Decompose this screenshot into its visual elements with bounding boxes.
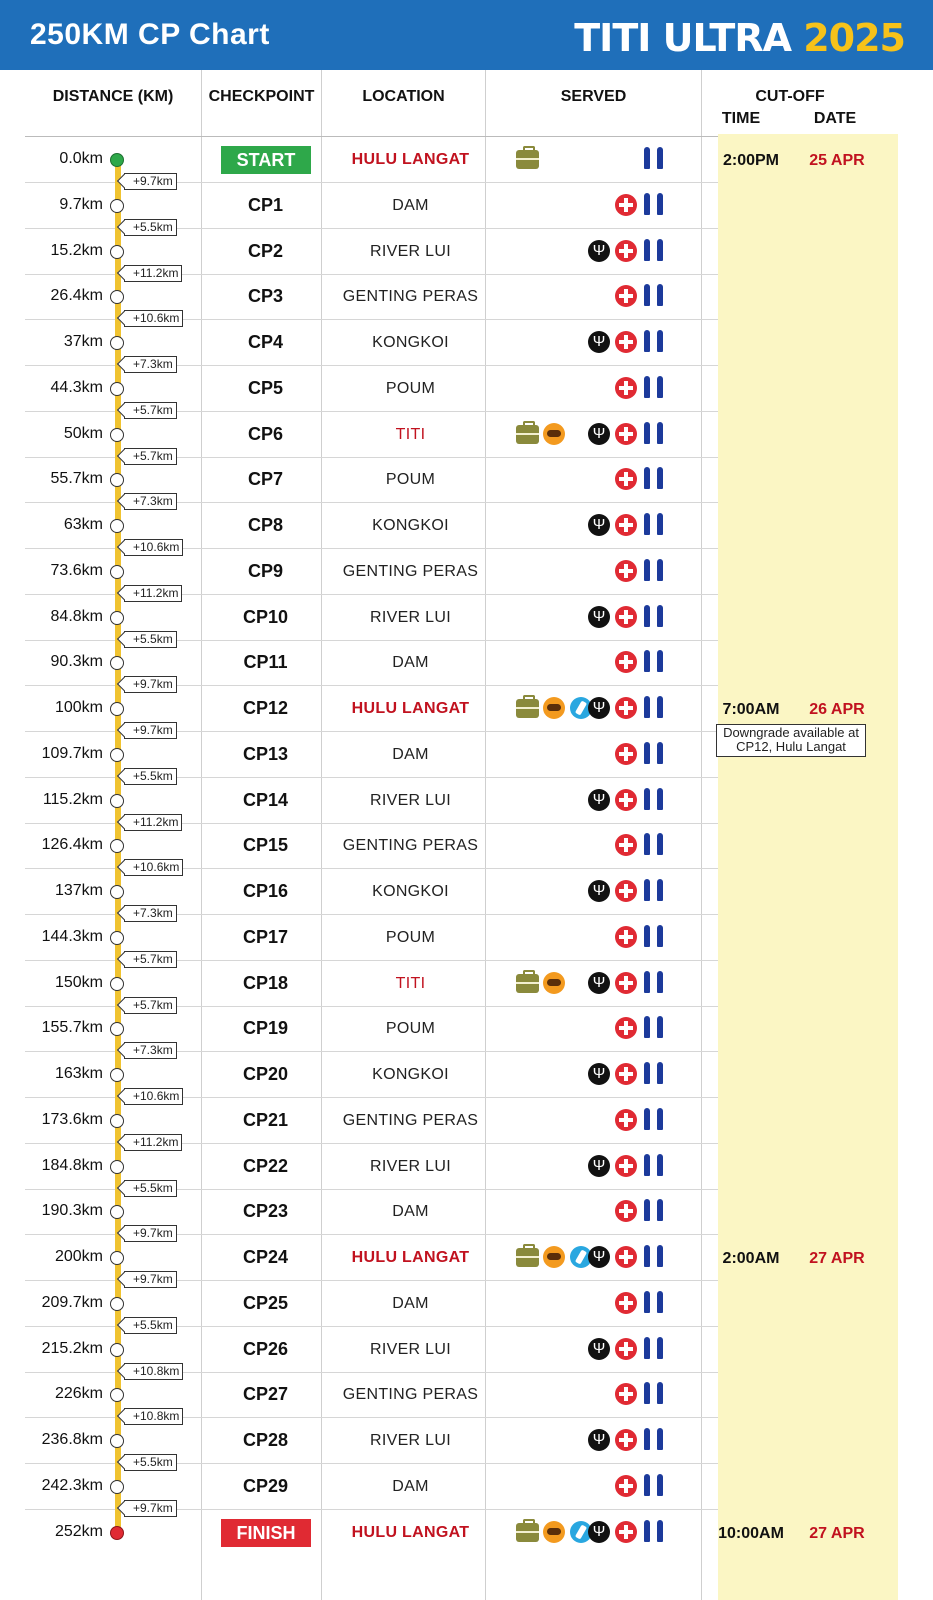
medical-icon	[615, 834, 637, 856]
location-name: RIVER LUI	[370, 608, 451, 626]
checkpoint-name: CP6	[247, 423, 283, 444]
medical-icon	[615, 651, 637, 673]
served-icons	[516, 1292, 684, 1316]
medical-icon	[615, 1246, 637, 1268]
distance-value: 109.7km	[41, 744, 103, 762]
segment-distance: +9.7km	[124, 1500, 177, 1517]
served-icons	[516, 606, 684, 630]
toilet-icon	[642, 696, 666, 720]
checkpoint-name: CP21	[242, 1109, 289, 1130]
served-icons	[516, 377, 684, 401]
toilet-icon	[642, 284, 666, 308]
distance-value: 144.3km	[41, 927, 103, 945]
location-name: GENTING PERAS	[342, 562, 479, 580]
distance-value: 190.3km	[41, 1202, 103, 1220]
checkpoint-name: CP2	[247, 240, 283, 261]
food-utensils-icon	[588, 1155, 610, 1177]
distance-value: 84.8km	[50, 607, 103, 625]
distance-value: 115.2km	[42, 790, 103, 808]
checkpoint-marker	[110, 245, 124, 259]
toilet-icon	[642, 330, 666, 354]
checkpoint-marker	[110, 1114, 124, 1128]
toilet-icon	[642, 239, 666, 263]
hot-food-icon	[543, 1246, 565, 1268]
served-icons	[516, 1155, 684, 1179]
food-utensils-icon	[588, 423, 610, 445]
food-utensils-icon	[588, 697, 610, 719]
segment-distance: +11.2km	[124, 1134, 182, 1151]
checkpoint-name: CP4	[247, 332, 283, 352]
header-checkpoint: CHECKPOINT	[208, 88, 315, 105]
checkpoint-name: CP19	[242, 1018, 289, 1039]
medical-icon	[615, 1155, 637, 1177]
toilet-icon	[642, 879, 666, 903]
header-time: TIME	[721, 110, 761, 127]
food-utensils-icon	[588, 1063, 610, 1085]
toilet-icon	[642, 1199, 666, 1223]
served-icons	[516, 331, 684, 355]
toilet-icon	[642, 376, 666, 400]
checkpoint-name: CP17	[242, 926, 289, 947]
location-name: POUM	[385, 1020, 436, 1038]
segment-distance: +11.2km	[124, 814, 182, 831]
distance-value: 215.2km	[41, 1339, 103, 1357]
segment-distance: +5.7km	[124, 402, 177, 419]
location-name: TITI	[395, 974, 426, 992]
location-name: HULU LANGAT	[351, 700, 470, 717]
distance-value: 55.7km	[50, 470, 103, 488]
toilet-icon	[642, 1474, 666, 1498]
location-name: GENTING PERAS	[342, 837, 479, 855]
segment-distance: +9.7km	[124, 173, 177, 190]
distance-value: 226km	[54, 1385, 103, 1403]
segment-distance: +10.8km	[124, 1363, 183, 1380]
cutoff-time: 10:00AM	[718, 1524, 784, 1542]
served-icons	[516, 926, 684, 950]
served-icons	[516, 743, 684, 767]
medical-icon	[615, 240, 637, 262]
segment-distance: +5.7km	[124, 448, 177, 465]
location-name: POUM	[385, 471, 436, 489]
event-logo	[574, 16, 905, 60]
segment-distance: +9.7km	[124, 676, 177, 693]
toilet-icon	[642, 788, 666, 812]
medical-icon	[615, 285, 637, 307]
toilet-icon	[642, 650, 666, 674]
segment-distance: +10.6km	[124, 1088, 183, 1105]
medical-icon	[615, 1017, 637, 1039]
checkpoint-name: CP28	[242, 1430, 289, 1450]
distance-value: 26.4km	[50, 287, 103, 305]
checkpoint-marker	[110, 428, 124, 442]
drop-bag-icon	[516, 974, 539, 993]
medical-icon	[615, 880, 637, 902]
segment-distance: +5.5km	[124, 1180, 177, 1197]
location-name: DAM	[392, 1294, 429, 1312]
drop-bag-icon	[516, 1248, 539, 1267]
cutoff-date: 26 APR	[809, 701, 865, 718]
segment-distance: +10.8km	[124, 1408, 183, 1425]
distance-value: 63km	[63, 516, 103, 533]
drop-bag-icon	[516, 150, 539, 169]
medical-icon	[615, 1475, 637, 1497]
checkpoint-marker	[110, 794, 124, 808]
checkpoint-marker	[110, 1160, 124, 1174]
location-name: KONGKOI	[372, 517, 449, 534]
food-utensils-icon	[588, 880, 610, 902]
segment-distance: +7.3km	[124, 1042, 177, 1059]
medical-icon	[615, 789, 637, 811]
checkpoint-marker	[110, 382, 124, 396]
distance-value: 163km	[54, 1065, 103, 1082]
finish-marker	[110, 1526, 124, 1540]
segment-distance: +5.5km	[124, 768, 177, 785]
cutoff-time: 7:00AM	[722, 701, 780, 718]
location-name: HULU LANGAT	[351, 151, 470, 168]
checkpoint-name: CP7	[247, 469, 283, 490]
distance-value: 9.7km	[59, 195, 103, 213]
toilet-icon	[642, 559, 666, 583]
segment-distance: +9.7km	[124, 1271, 177, 1288]
medical-icon	[615, 514, 637, 536]
segment-distance: +9.7km	[124, 1225, 177, 1242]
medical-icon	[615, 743, 637, 765]
toilet-icon	[642, 1337, 666, 1361]
segment-distance: +5.5km	[124, 631, 177, 648]
distance-value: 184.8km	[41, 1156, 103, 1174]
served-icons	[516, 285, 684, 309]
served-icons	[516, 148, 684, 172]
served-icons	[516, 240, 684, 264]
segment-distance: +7.3km	[124, 493, 177, 510]
checkpoint-name: CP24	[242, 1247, 289, 1267]
location-name: DAM	[392, 745, 429, 763]
distance-value: 200km	[54, 1248, 103, 1265]
segment-distance: +5.5km	[124, 1317, 177, 1334]
checkpoint-name: CP27	[242, 1384, 289, 1405]
segment-distance: +7.3km	[124, 356, 177, 373]
segment-distance: +10.6km	[124, 859, 183, 876]
served-icons	[516, 1383, 684, 1407]
medical-icon	[615, 926, 637, 948]
food-utensils-icon	[588, 789, 610, 811]
location-name: DAM	[392, 654, 429, 672]
checkpoint-marker	[110, 1068, 124, 1082]
checkpoint-name: CP12	[242, 698, 289, 718]
checkpoint-name: CP18	[242, 972, 289, 993]
medical-icon	[615, 1109, 637, 1131]
checkpoint-name: CP26	[242, 1338, 289, 1359]
location-name: RIVER LUI	[370, 1340, 451, 1358]
cutoff-date: 25 APR	[809, 152, 865, 169]
checkpoint-name: CP3	[247, 286, 283, 307]
distance-value: 209.7km	[41, 1293, 103, 1311]
served-icons	[516, 1063, 684, 1087]
distance-value: 44.3km	[50, 378, 103, 396]
checkpoint-name: CP11	[243, 652, 288, 673]
location-name: GENTING PERAS	[342, 1111, 479, 1129]
drop-bag-icon	[516, 699, 539, 718]
distance-value: 37km	[63, 333, 103, 350]
toilet-icon	[642, 833, 666, 857]
toilet-icon	[642, 1428, 666, 1452]
medical-icon	[615, 1338, 637, 1360]
checkpoint-marker	[110, 748, 124, 762]
toilet-icon	[642, 513, 666, 537]
distance-value: 73.6km	[50, 561, 103, 579]
location-name: DAM	[392, 196, 429, 214]
served-icons	[516, 514, 684, 538]
checkpoint-marker	[110, 1251, 124, 1265]
location-name: KONGKOI	[372, 1066, 449, 1083]
toilet-icon	[642, 1382, 666, 1406]
start-marker	[110, 153, 124, 167]
location-name: HULU LANGAT	[351, 1523, 470, 1541]
served-icons	[516, 1475, 684, 1499]
medical-icon	[615, 468, 637, 490]
checkpoint-marker	[110, 199, 124, 213]
distance-value: 15.2km	[50, 241, 103, 259]
medical-icon	[615, 1383, 637, 1405]
location-name: GENTING PERAS	[342, 288, 479, 306]
segment-distance: +9.7km	[124, 722, 177, 739]
served-icons	[516, 651, 684, 675]
distance-value: 173.6km	[41, 1110, 103, 1128]
checkpoint-name: CP14	[242, 789, 289, 810]
served-icons	[516, 789, 684, 813]
toilet-icon	[642, 1520, 666, 1544]
hot-food-icon	[543, 697, 565, 719]
location-name: DAM	[392, 1203, 429, 1221]
served-icons	[516, 972, 684, 996]
segment-distance: +5.5km	[124, 219, 177, 236]
toilet-icon	[642, 1062, 666, 1086]
location-name: RIVER LUI	[370, 1157, 451, 1175]
medical-icon	[615, 194, 637, 216]
hot-food-icon	[543, 423, 565, 445]
distance-value: 90.3km	[50, 653, 103, 671]
distance-value: 137km	[54, 882, 103, 899]
toilet-icon	[642, 1108, 666, 1132]
logo-text: TITI ULTRA	[574, 16, 791, 60]
toilet-icon	[642, 742, 666, 766]
drop-bag-icon	[516, 425, 539, 444]
checkpoint-name: CP9	[247, 560, 283, 581]
toilet-icon	[642, 605, 666, 629]
checkpoint-name: CP8	[247, 515, 283, 535]
checkpoint-marker	[110, 885, 124, 899]
segment-distance: +10.6km	[124, 539, 183, 556]
medical-icon	[615, 560, 637, 582]
served-icons	[516, 1017, 684, 1041]
distance-value: 126.4km	[41, 836, 103, 854]
medical-icon	[615, 331, 637, 353]
medical-icon	[615, 1063, 637, 1085]
checkpoint-name: CP10	[242, 606, 289, 627]
food-utensils-icon	[588, 1429, 610, 1451]
cutoff-time: 2:00AM	[722, 1250, 780, 1267]
medical-icon	[615, 1292, 637, 1314]
header-date: DATE	[813, 110, 857, 127]
header-location: LOCATION	[362, 88, 445, 105]
food-utensils-icon	[588, 606, 610, 628]
checkpoint-marker	[110, 931, 124, 945]
medical-icon	[615, 972, 637, 994]
toilet-icon	[642, 971, 666, 995]
toilet-icon	[642, 1291, 666, 1315]
food-utensils-icon	[588, 331, 610, 353]
distance-value: 242.3km	[41, 1476, 103, 1494]
header-distance: DISTANCE (KM)	[52, 88, 174, 105]
checkpoint-name: CP15	[242, 835, 289, 856]
food-utensils-icon	[588, 1246, 610, 1268]
served-icons	[516, 1521, 684, 1545]
toilet-icon	[642, 1154, 666, 1178]
location-name: POUM	[385, 928, 436, 946]
medical-icon	[615, 1429, 637, 1451]
medical-icon	[615, 606, 637, 628]
checkpoint-marker	[110, 1343, 124, 1357]
location-name: RIVER LUI	[370, 791, 451, 809]
served-icons	[516, 468, 684, 492]
served-icons	[516, 1109, 684, 1133]
distance-value: 150km	[54, 973, 103, 991]
food-utensils-icon	[588, 240, 610, 262]
downgrade-note: Downgrade available at CP12, Hulu Langat	[716, 724, 866, 757]
checkpoint-marker	[110, 702, 124, 716]
food-utensils-icon	[588, 1338, 610, 1360]
location-name: KONGKOI	[372, 883, 449, 900]
served-icons	[516, 1429, 684, 1453]
checkpoint-name: CP20	[242, 1064, 289, 1084]
checkpoint-name: CP1	[247, 194, 283, 215]
toilet-icon	[642, 1016, 666, 1040]
toilet-icon	[642, 147, 666, 171]
segment-distance: +10.6km	[124, 310, 183, 327]
segment-distance: +11.2km	[124, 265, 182, 282]
location-name: DAM	[392, 1477, 429, 1495]
toilet-icon	[642, 467, 666, 491]
served-icons	[516, 1200, 684, 1224]
header-served: SERVED	[560, 88, 627, 105]
logo-year: 2025	[803, 16, 905, 60]
segment-distance: +5.7km	[124, 997, 177, 1014]
toilet-icon	[642, 1245, 666, 1269]
hot-food-icon	[543, 972, 565, 994]
checkpoint-marker	[110, 977, 124, 991]
food-utensils-icon	[588, 972, 610, 994]
checkpoint-marker	[110, 1434, 124, 1448]
checkpoint-marker	[110, 565, 124, 579]
cutoff-date: 27 APR	[809, 1250, 865, 1267]
checkpoint-marker	[110, 519, 124, 533]
location-name: HULU LANGAT	[351, 1249, 470, 1266]
checkpoint-name: CP16	[242, 881, 289, 901]
checkpoint-marker	[110, 1480, 124, 1494]
medical-icon	[615, 1521, 637, 1543]
toilet-icon	[642, 193, 666, 217]
distance-value: 155.7km	[41, 1019, 103, 1037]
segment-distance: +7.3km	[124, 905, 177, 922]
segment-distance: +5.7km	[124, 951, 177, 968]
medical-icon	[615, 697, 637, 719]
checkpoint-name: START	[221, 146, 311, 174]
food-utensils-icon	[588, 1521, 610, 1543]
checkpoint-name: CP23	[242, 1201, 289, 1222]
checkpoint-marker	[110, 336, 124, 350]
hot-food-icon	[543, 1521, 565, 1543]
segment-distance: +5.5km	[124, 1454, 177, 1471]
distance-value: 252km	[54, 1522, 103, 1540]
checkpoint-name: FINISH	[221, 1519, 311, 1547]
checkpoint-name: CP25	[242, 1292, 289, 1313]
location-name: POUM	[385, 379, 436, 397]
location-name: KONGKOI	[372, 334, 449, 351]
medical-icon	[615, 377, 637, 399]
toilet-icon	[642, 422, 666, 446]
served-icons	[516, 1246, 684, 1270]
served-icons	[516, 423, 684, 447]
distance-value: 0.0km	[59, 150, 103, 167]
toilet-icon	[642, 925, 666, 949]
header-cutoff: CUT-OFF	[755, 88, 825, 105]
distance-value: 236.8km	[41, 1431, 103, 1448]
served-icons	[516, 1338, 684, 1362]
location-name: RIVER LUI	[370, 242, 451, 260]
served-icons	[516, 834, 684, 858]
medical-icon	[615, 423, 637, 445]
location-name: RIVER LUI	[370, 1432, 451, 1449]
distance-value: 50km	[63, 424, 103, 442]
checkpoint-name: CP5	[247, 377, 283, 398]
distance-value: 100km	[54, 699, 103, 716]
cutoff-date: 27 APR	[809, 1524, 865, 1542]
served-icons	[516, 697, 684, 721]
checkpoint-marker	[110, 1297, 124, 1311]
checkpoint-marker	[110, 611, 124, 625]
served-icons	[516, 560, 684, 584]
page-title: 250KM CP Chart	[30, 18, 270, 51]
location-name: GENTING PERAS	[342, 1386, 479, 1404]
drop-bag-icon	[516, 1523, 539, 1542]
served-icons	[516, 194, 684, 218]
checkpoint-name: CP22	[242, 1155, 289, 1176]
food-utensils-icon	[588, 514, 610, 536]
location-name: TITI	[395, 425, 426, 443]
medical-icon	[615, 1200, 637, 1222]
cutoff-time: 2:00PM	[722, 152, 780, 169]
checkpoint-name: CP29	[242, 1475, 289, 1496]
checkpoint-name: CP13	[242, 743, 289, 764]
segment-distance: +11.2km	[124, 585, 182, 602]
served-icons	[516, 880, 684, 904]
header-bar	[0, 0, 933, 70]
